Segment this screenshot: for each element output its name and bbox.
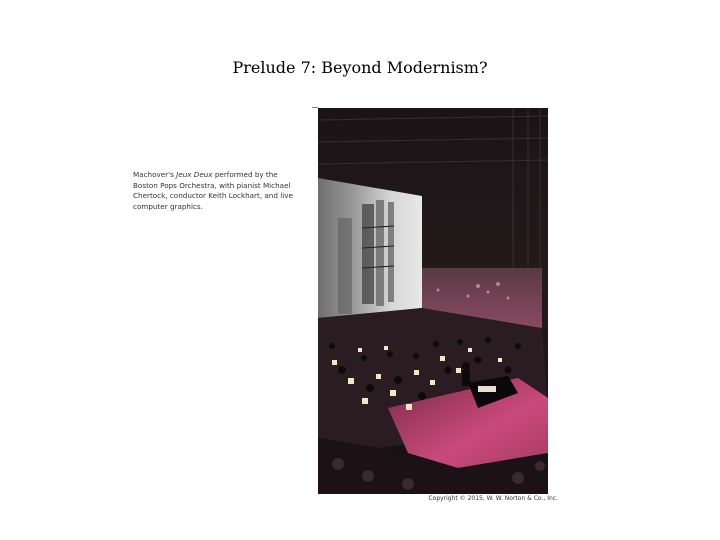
caption-line-3: Chertock, conductor Keith Lockhart, and live bbox=[133, 191, 293, 201]
caption-line-1-pre: Machover's bbox=[133, 170, 177, 179]
caption-line-1-post: performed by the bbox=[212, 170, 278, 179]
caption-line-4: computer graphics. bbox=[133, 201, 203, 211]
caption-line-1 bbox=[133, 170, 311, 181]
copyright-notice: Copyright © 2015, W. W. Norton & Co., Inc. bbox=[428, 495, 558, 502]
caption-work-title: Jeux Deux bbox=[176, 170, 213, 179]
concert-photo-illustration bbox=[318, 108, 548, 494]
concert-photo bbox=[318, 108, 548, 494]
slide-title: Prelude 7: Beyond Modernism? bbox=[232, 58, 488, 77]
conductor bbox=[462, 362, 470, 386]
caption-line-2: Boston Pops Orchestra, with pianist Michael bbox=[133, 180, 291, 190]
photo-caption bbox=[133, 170, 311, 212]
